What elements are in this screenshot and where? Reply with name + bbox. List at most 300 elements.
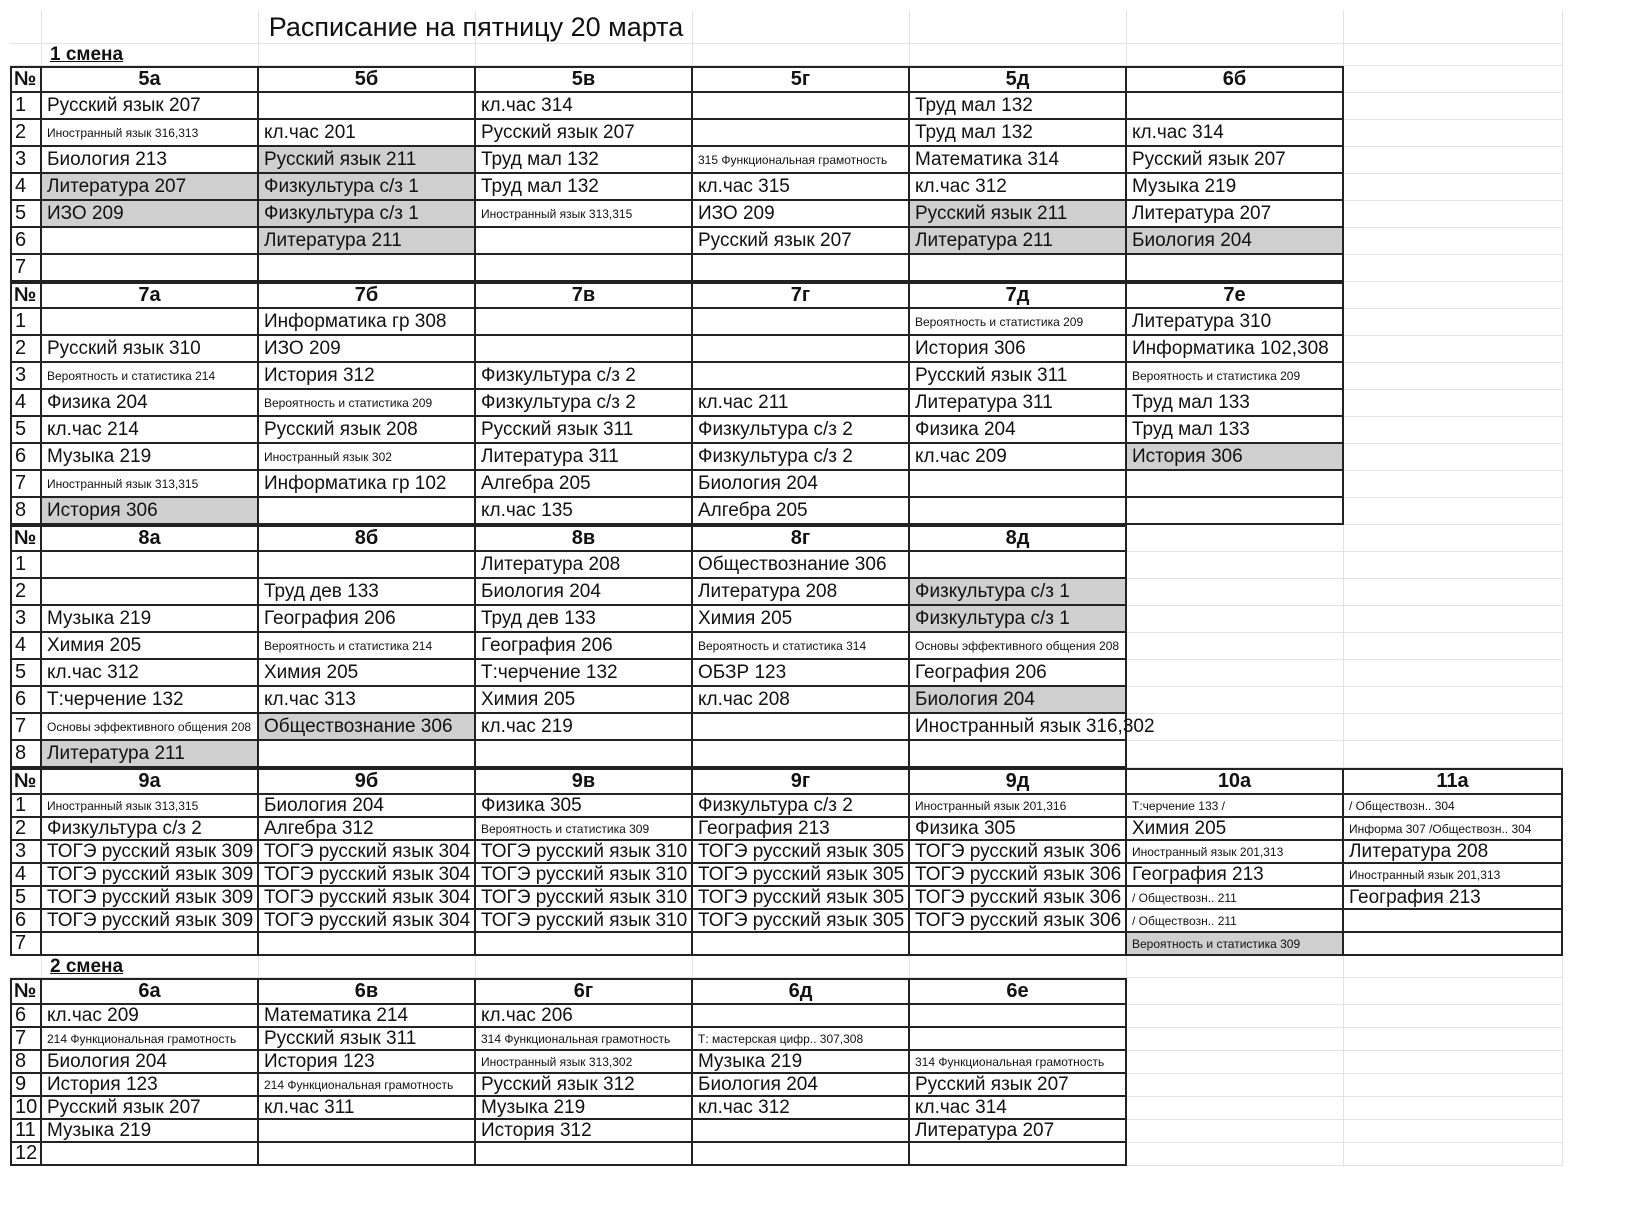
- schedule-cell[interactable]: Обществознание 306: [259, 714, 476, 741]
- class-header: 9в: [476, 768, 693, 795]
- schedule-cell[interactable]: Музыка 219: [693, 1051, 910, 1074]
- schedule-cell[interactable]: Биология 213: [42, 147, 259, 174]
- schedule-cell[interactable]: Литература 211: [42, 741, 259, 768]
- schedule-cell[interactable]: Иностранный язык 302: [259, 444, 476, 471]
- class-header: 5б: [259, 66, 476, 93]
- schedule-cell[interactable]: [259, 552, 476, 579]
- grid-cell[interactable]: [1344, 201, 1563, 228]
- schedule-cell[interactable]: ТОГЭ русский язык 309: [42, 910, 259, 933]
- schedule-cell[interactable]: [910, 1028, 1127, 1051]
- schedule-cell[interactable]: Русский язык 207: [693, 228, 910, 255]
- schedule-cell[interactable]: Литература 207: [910, 1120, 1127, 1143]
- schedule-cell[interactable]: [476, 1143, 693, 1166]
- schedule-cell[interactable]: [910, 933, 1127, 956]
- schedule-cell[interactable]: ТОГЭ русский язык 306: [910, 841, 1127, 864]
- grid-cell[interactable]: [1344, 525, 1563, 552]
- schedule-cell[interactable]: Информатика 102,308: [1127, 336, 1344, 363]
- schedule-cell[interactable]: [693, 363, 910, 390]
- grid-cell[interactable]: [1344, 417, 1563, 444]
- schedule-cell[interactable]: Основы эффективного общения 208: [42, 714, 259, 741]
- schedule-cell[interactable]: Русский язык 211: [910, 201, 1127, 228]
- schedule-cell[interactable]: История 306: [1127, 444, 1344, 471]
- schedule-cell[interactable]: [42, 552, 259, 579]
- schedule-cell[interactable]: [910, 1005, 1127, 1028]
- schedule-cell[interactable]: ТОГЭ русский язык 304: [259, 841, 476, 864]
- schedule-cell[interactable]: Русский язык 207: [910, 1074, 1127, 1097]
- class-header: 6д: [693, 978, 910, 1005]
- class-header: 7в: [476, 282, 693, 309]
- schedule-cell[interactable]: Т:черчение 132: [42, 687, 259, 714]
- schedule-cell[interactable]: Т:черчение 132: [476, 660, 693, 687]
- schedule-cell[interactable]: Русский язык 211: [259, 147, 476, 174]
- schedule-cell[interactable]: [259, 1120, 476, 1143]
- schedule-cell[interactable]: ТОГЭ русский язык 306: [910, 910, 1127, 933]
- schedule-cell[interactable]: Вероятность и статистика 214: [42, 363, 259, 390]
- schedule-cell[interactable]: Вероятность и статистика 314: [693, 633, 910, 660]
- schedule-cell[interactable]: Труд мал 133: [1127, 417, 1344, 444]
- schedule-cell[interactable]: Русский язык 207: [476, 120, 693, 147]
- grid-cell[interactable]: [1344, 1120, 1563, 1143]
- schedule-cell[interactable]: География 213: [693, 818, 910, 841]
- grid-cell[interactable]: [1344, 978, 1563, 1005]
- schedule-cell[interactable]: Вероятность и статистика 209: [259, 390, 476, 417]
- grid-cell[interactable]: [476, 44, 693, 66]
- schedule-cell[interactable]: кл.час 311: [259, 1097, 476, 1120]
- schedule-cell[interactable]: [693, 93, 910, 120]
- schedule-cell[interactable]: Основы эффективного общения 208: [910, 633, 1127, 660]
- grid-cell[interactable]: [1344, 1074, 1563, 1097]
- schedule-cell[interactable]: [910, 552, 1127, 579]
- schedule-cell[interactable]: ТОГЭ русский язык 304: [259, 864, 476, 887]
- schedule-cell[interactable]: кл.час 313: [259, 687, 476, 714]
- schedule-cell[interactable]: Иностранный язык 201,316: [910, 795, 1127, 818]
- schedule-cell[interactable]: Русский язык 312: [476, 1074, 693, 1097]
- schedule-cell[interactable]: кл.час 312: [910, 174, 1127, 201]
- schedule-cell[interactable]: [259, 741, 476, 768]
- lesson-number: 8: [10, 1051, 42, 1074]
- grid-cell[interactable]: [1344, 228, 1563, 255]
- schedule-cell[interactable]: ТОГЭ русский язык 310: [476, 864, 693, 887]
- schedule-cell[interactable]: [476, 309, 693, 336]
- grid-cell[interactable]: [1127, 10, 1344, 44]
- grid-cell[interactable]: [1127, 44, 1344, 66]
- schedule-cell[interactable]: Иностранный язык 201,313: [1344, 864, 1563, 887]
- schedule-cell[interactable]: кл.час 314: [1127, 120, 1344, 147]
- schedule-cell[interactable]: Алгебра 205: [476, 471, 693, 498]
- grid-cell[interactable]: [1127, 1028, 1344, 1051]
- grid-cell[interactable]: [1127, 1143, 1344, 1166]
- schedule-cell[interactable]: кл.час 208: [693, 687, 910, 714]
- schedule-cell[interactable]: Труд мал 132: [910, 120, 1127, 147]
- lesson-number: 4: [10, 633, 42, 660]
- schedule-cell[interactable]: Т:черчение 133 /: [1127, 795, 1344, 818]
- grid-cell[interactable]: [910, 956, 1127, 978]
- schedule-cell[interactable]: Биология 204: [259, 795, 476, 818]
- schedule-cell[interactable]: Биология 204: [693, 471, 910, 498]
- schedule-cell[interactable]: [1344, 933, 1563, 956]
- class-header: 9б: [259, 768, 476, 795]
- lesson-number: 4: [10, 174, 42, 201]
- grid-cell[interactable]: [693, 956, 910, 978]
- schedule-cell[interactable]: Алгебра 312: [259, 818, 476, 841]
- schedule-cell[interactable]: / Обществозн.. 304: [1344, 795, 1563, 818]
- schedule-cell[interactable]: кл.час 314: [910, 1097, 1127, 1120]
- schedule-cell[interactable]: Вероятность и статистика 209: [1127, 363, 1344, 390]
- schedule-cell[interactable]: 214 Функциональная грамотность: [42, 1028, 259, 1051]
- schedule-cell[interactable]: Информа 307 /Обществозн.. 304: [1344, 818, 1563, 841]
- schedule-cell[interactable]: Литература 211: [259, 228, 476, 255]
- schedule-cell[interactable]: кл.час 219: [476, 714, 693, 741]
- schedule-cell[interactable]: Т: мастерская цифр.. 307,308: [693, 1028, 910, 1051]
- schedule-cell[interactable]: Физкультура с/з 2: [693, 795, 910, 818]
- schedule-cell[interactable]: [693, 714, 910, 741]
- schedule-cell[interactable]: Вероятность и статистика 214: [259, 633, 476, 660]
- grid-cell[interactable]: [693, 44, 910, 66]
- schedule-cell[interactable]: Труд мал 132: [476, 174, 693, 201]
- grid-cell[interactable]: [1127, 1120, 1344, 1143]
- schedule-cell[interactable]: Химия 205: [693, 606, 910, 633]
- schedule-cell[interactable]: [476, 255, 693, 282]
- schedule-cell[interactable]: Математика 314: [910, 147, 1127, 174]
- schedule-cell[interactable]: Биология 204: [910, 687, 1127, 714]
- class-header: 9д: [910, 768, 1127, 795]
- schedule-cell[interactable]: Труд мал 132: [476, 147, 693, 174]
- schedule-cell[interactable]: / Обществозн.. 211: [1127, 887, 1344, 910]
- grid-cell[interactable]: [1127, 741, 1344, 768]
- schedule-cell[interactable]: Физика 305: [476, 795, 693, 818]
- schedule-cell[interactable]: Химия 205: [476, 687, 693, 714]
- shift-label: 2 смена: [50, 956, 124, 977]
- schedule-cell[interactable]: Физкультура с/з 1: [910, 606, 1127, 633]
- schedule-cell[interactable]: География 213: [1344, 887, 1563, 910]
- schedule-cell[interactable]: ИЗО 209: [42, 201, 259, 228]
- schedule-cell[interactable]: кл.час 201: [259, 120, 476, 147]
- schedule-cell[interactable]: География 206: [910, 660, 1127, 687]
- schedule-cell[interactable]: [693, 336, 910, 363]
- class-header: 8д: [910, 525, 1127, 552]
- schedule-cell[interactable]: Русский язык 207: [1127, 147, 1344, 174]
- schedule-cell[interactable]: Физика 204: [42, 390, 259, 417]
- schedule-cell[interactable]: Литература 310: [1127, 309, 1344, 336]
- schedule-cell[interactable]: Биология 204: [693, 1074, 910, 1097]
- schedule-cell[interactable]: Физкультура с/з 2: [693, 417, 910, 444]
- schedule-cell[interactable]: Иностранный язык 316,302: [910, 714, 1127, 741]
- grid-cell[interactable]: [1127, 606, 1344, 633]
- schedule-cell[interactable]: [1127, 498, 1344, 525]
- schedule-cell[interactable]: Иностранный язык 313,315: [476, 201, 693, 228]
- schedule-cell[interactable]: Литература 208: [476, 552, 693, 579]
- grid-cell[interactable]: [1344, 714, 1563, 741]
- schedule-cell[interactable]: [910, 255, 1127, 282]
- schedule-cell[interactable]: [42, 579, 259, 606]
- grid-cell[interactable]: [1344, 282, 1563, 309]
- grid-cell[interactable]: [1344, 1097, 1563, 1120]
- schedule-cell[interactable]: ТОГЭ русский язык 304: [259, 887, 476, 910]
- schedule-cell[interactable]: Русский язык 207: [42, 1097, 259, 1120]
- lesson-number: 2: [10, 120, 42, 147]
- schedule-cell[interactable]: [42, 1143, 259, 1166]
- schedule-cell[interactable]: [259, 498, 476, 525]
- schedule-cell[interactable]: [910, 741, 1127, 768]
- schedule-cell[interactable]: История 123: [259, 1051, 476, 1074]
- schedule-cell[interactable]: Физика 305: [910, 818, 1127, 841]
- lesson-number: 7: [10, 471, 42, 498]
- grid-cell[interactable]: [1127, 525, 1344, 552]
- schedule-cell[interactable]: ТОГЭ русский язык 309: [42, 841, 259, 864]
- schedule-cell[interactable]: История 306: [910, 336, 1127, 363]
- lesson-number: 7: [10, 933, 42, 956]
- schedule-cell[interactable]: [259, 255, 476, 282]
- grid-cell[interactable]: [1127, 956, 1344, 978]
- class-header: 6в: [259, 978, 476, 1005]
- schedule-cell[interactable]: [476, 228, 693, 255]
- class-header: 7е: [1127, 282, 1344, 309]
- schedule-cell[interactable]: Музыка 219: [42, 444, 259, 471]
- schedule-cell[interactable]: [259, 1143, 476, 1166]
- schedule-cell[interactable]: кл.час 211: [693, 390, 910, 417]
- grid-cell[interactable]: [1127, 1051, 1344, 1074]
- grid-cell[interactable]: [1344, 1028, 1563, 1051]
- schedule-cell[interactable]: Иностранный язык 313,315: [42, 471, 259, 498]
- grid-cell[interactable]: [1344, 1005, 1563, 1028]
- schedule-cell[interactable]: ТОГЭ русский язык 305: [693, 887, 910, 910]
- grid-cell[interactable]: [1344, 579, 1563, 606]
- schedule-cell[interactable]: Биология 204: [1127, 228, 1344, 255]
- schedule-cell[interactable]: [693, 1120, 910, 1143]
- schedule-cell[interactable]: ТОГЭ русский язык 305: [693, 864, 910, 887]
- schedule-cell[interactable]: [42, 309, 259, 336]
- schedule-cell[interactable]: Русский язык 208: [259, 417, 476, 444]
- schedule-cell[interactable]: Русский язык 310: [42, 336, 259, 363]
- schedule-cell[interactable]: Литература 207: [42, 174, 259, 201]
- schedule-cell[interactable]: География 206: [476, 633, 693, 660]
- class-header: 8в: [476, 525, 693, 552]
- schedule-cell[interactable]: Русский язык 207: [42, 93, 259, 120]
- schedule-cell[interactable]: Физкультура с/з 1: [259, 174, 476, 201]
- grid-cell[interactable]: [1344, 93, 1563, 120]
- grid-cell[interactable]: [1344, 1051, 1563, 1074]
- schedule-cell[interactable]: Иностранный язык 313,302: [476, 1051, 693, 1074]
- grid-cell[interactable]: [1127, 579, 1344, 606]
- grid-cell[interactable]: [1127, 687, 1344, 714]
- schedule-cell[interactable]: кл.час 206: [476, 1005, 693, 1028]
- schedule-cell[interactable]: Труд мал 132: [910, 93, 1127, 120]
- schedule-cell[interactable]: Физкультура с/з 1: [910, 579, 1127, 606]
- schedule-cell[interactable]: ИЗО 209: [693, 201, 910, 228]
- schedule-cell[interactable]: [476, 336, 693, 363]
- schedule-cell[interactable]: История 312: [476, 1120, 693, 1143]
- schedule-cell[interactable]: [42, 933, 259, 956]
- schedule-cell[interactable]: Литература 208: [693, 579, 910, 606]
- schedule-cell[interactable]: ИЗО 209: [259, 336, 476, 363]
- schedule-cell[interactable]: Физкультура с/з 2: [476, 390, 693, 417]
- schedule-cell[interactable]: Информатика гр 308: [259, 309, 476, 336]
- grid-cell[interactable]: [1344, 390, 1563, 417]
- schedule-cell[interactable]: Химия 205: [259, 660, 476, 687]
- schedule-cell[interactable]: Вероятность и статистика 309: [476, 818, 693, 841]
- schedule-cell[interactable]: Русский язык 311: [259, 1028, 476, 1051]
- grid-cell[interactable]: [1344, 255, 1563, 282]
- schedule-cell[interactable]: Труд дев 133: [476, 606, 693, 633]
- schedule-cell[interactable]: кл.час 135: [476, 498, 693, 525]
- schedule-cell[interactable]: ТОГЭ русский язык 310: [476, 841, 693, 864]
- grid-cell[interactable]: [1127, 1097, 1344, 1120]
- grid-cell[interactable]: [1344, 633, 1563, 660]
- grid-cell[interactable]: [1344, 956, 1563, 978]
- schedule-cell[interactable]: ТОГЭ русский язык 306: [910, 887, 1127, 910]
- schedule-cell[interactable]: ТОГЭ русский язык 306: [910, 864, 1127, 887]
- schedule-cell[interactable]: Иностранный язык 201,313: [1127, 841, 1344, 864]
- grid-cell[interactable]: [1344, 147, 1563, 174]
- grid-cell[interactable]: [1344, 471, 1563, 498]
- schedule-cell[interactable]: Литература 211: [910, 228, 1127, 255]
- schedule-cell[interactable]: Биология 204: [42, 1051, 259, 1074]
- schedule-cell[interactable]: Физкультура с/з 1: [259, 201, 476, 228]
- schedule-cell[interactable]: [693, 120, 910, 147]
- grid-cell[interactable]: [1344, 363, 1563, 390]
- schedule-cell[interactable]: ТОГЭ русский язык 309: [42, 887, 259, 910]
- schedule-cell[interactable]: [693, 741, 910, 768]
- schedule-cell[interactable]: Информатика гр 102: [259, 471, 476, 498]
- schedule-cell[interactable]: История 123: [42, 1074, 259, 1097]
- schedule-cell[interactable]: [693, 255, 910, 282]
- grid-cell[interactable]: [1344, 741, 1563, 768]
- schedule-cell[interactable]: Иностранный язык 313,315: [42, 795, 259, 818]
- grid-cell[interactable]: [1344, 552, 1563, 579]
- grid-cell[interactable]: [1127, 978, 1344, 1005]
- grid-cell[interactable]: [1344, 444, 1563, 471]
- schedule-cell[interactable]: [259, 93, 476, 120]
- schedule-cell[interactable]: География 213: [1127, 864, 1344, 887]
- schedule-cell[interactable]: Математика 214: [259, 1005, 476, 1028]
- schedule-cell[interactable]: Вероятность и статистика 209: [910, 309, 1127, 336]
- schedule-cell[interactable]: История 312: [259, 363, 476, 390]
- schedule-cell[interactable]: ТОГЭ русский язык 309: [42, 864, 259, 887]
- schedule-cell[interactable]: кл.час 315: [693, 174, 910, 201]
- grid-cell[interactable]: [1344, 498, 1563, 525]
- schedule-cell[interactable]: [259, 933, 476, 956]
- schedule-cell[interactable]: Русский язык 311: [910, 363, 1127, 390]
- grid-cell[interactable]: [910, 10, 1127, 44]
- grid-cell[interactable]: [1344, 336, 1563, 363]
- grid-cell[interactable]: [10, 10, 42, 44]
- schedule-cell[interactable]: Труд мал 133: [1127, 390, 1344, 417]
- grid-cell[interactable]: [1344, 174, 1563, 201]
- schedule-cell[interactable]: Вероятность и статистика 309: [1127, 933, 1344, 956]
- schedule-cell[interactable]: [42, 228, 259, 255]
- schedule-cell[interactable]: кл.час 209: [910, 444, 1127, 471]
- schedule-cell[interactable]: Русский язык 311: [476, 417, 693, 444]
- grid-cell[interactable]: [1127, 552, 1344, 579]
- schedule-cell[interactable]: Музыка 219: [1127, 174, 1344, 201]
- schedule-cell[interactable]: ОБЗР 123: [693, 660, 910, 687]
- schedule-cell[interactable]: Литература 311: [476, 444, 693, 471]
- schedule-cell[interactable]: Музыка 219: [42, 1120, 259, 1143]
- schedule-cell[interactable]: Обществознание 306: [693, 552, 910, 579]
- lesson-number: 9: [10, 1074, 42, 1097]
- schedule-cell[interactable]: [910, 498, 1127, 525]
- schedule-cell[interactable]: ТОГЭ русский язык 310: [476, 887, 693, 910]
- schedule-cell[interactable]: География 206: [259, 606, 476, 633]
- schedule-cell[interactable]: Литература 208: [1344, 841, 1563, 864]
- schedule-cell[interactable]: История 306: [42, 498, 259, 525]
- schedule-cell[interactable]: [476, 741, 693, 768]
- schedule-cell[interactable]: [910, 471, 1127, 498]
- grid-cell[interactable]: [1344, 660, 1563, 687]
- schedule-cell[interactable]: Биология 204: [476, 579, 693, 606]
- schedule-cell[interactable]: Химия 205: [42, 633, 259, 660]
- schedule-cell[interactable]: ТОГЭ русский язык 305: [693, 841, 910, 864]
- schedule-cell[interactable]: / Обществозн.. 211: [1127, 910, 1344, 933]
- grid-cell[interactable]: [910, 44, 1127, 66]
- schedule-cell[interactable]: кл.час 312: [693, 1097, 910, 1120]
- grid-cell[interactable]: [1344, 120, 1563, 147]
- schedule-cell[interactable]: 314 Функциональная грамотность: [910, 1051, 1127, 1074]
- schedule-cell[interactable]: [910, 1143, 1127, 1166]
- schedule-cell[interactable]: [693, 1005, 910, 1028]
- class-header: 11а: [1344, 768, 1563, 795]
- schedule-cell[interactable]: ТОГЭ русский язык 310: [476, 910, 693, 933]
- schedule-cell[interactable]: Физика 204: [910, 417, 1127, 444]
- schedule-cell[interactable]: 315 Функциональная грамотность: [693, 147, 910, 174]
- schedule-cell[interactable]: кл.час 209: [42, 1005, 259, 1028]
- schedule-cell[interactable]: Физкультура с/з 2: [42, 818, 259, 841]
- schedule-cell[interactable]: Физкультура с/з 2: [476, 363, 693, 390]
- grid-cell[interactable]: [476, 956, 693, 978]
- grid-cell[interactable]: [1127, 660, 1344, 687]
- grid-cell[interactable]: [1127, 633, 1344, 660]
- schedule-cell[interactable]: [1127, 93, 1344, 120]
- grid-cell[interactable]: [1344, 1143, 1563, 1166]
- schedule-cell[interactable]: ТОГЭ русский язык 305: [693, 910, 910, 933]
- grid-cell[interactable]: [1344, 687, 1563, 714]
- schedule-cell[interactable]: Музыка 219: [42, 606, 259, 633]
- grid-cell[interactable]: [1344, 606, 1563, 633]
- schedule-cell[interactable]: кл.час 214: [42, 417, 259, 444]
- schedule-cell[interactable]: ТОГЭ русский язык 304: [259, 910, 476, 933]
- schedule-cell[interactable]: Литература 207: [1127, 201, 1344, 228]
- schedule-cell[interactable]: [42, 255, 259, 282]
- schedule-cell[interactable]: [693, 309, 910, 336]
- schedule-cell[interactable]: [476, 933, 693, 956]
- lesson-number: 8: [10, 498, 42, 525]
- grid-cell[interactable]: [1127, 1074, 1344, 1097]
- grid-cell[interactable]: [1127, 714, 1344, 741]
- schedule-cell[interactable]: кл.час 314: [476, 93, 693, 120]
- grid-cell[interactable]: [1344, 309, 1563, 336]
- schedule-cell[interactable]: Алгебра 205: [693, 498, 910, 525]
- schedule-cell[interactable]: [1127, 255, 1344, 282]
- grid-cell[interactable]: [1344, 44, 1563, 66]
- schedule-cell[interactable]: Физкультура с/з 2: [693, 444, 910, 471]
- schedule-cell[interactable]: Музыка 219: [476, 1097, 693, 1120]
- lesson-number: 3: [10, 147, 42, 174]
- schedule-cell[interactable]: кл.час 312: [42, 660, 259, 687]
- grid-cell[interactable]: [1344, 10, 1563, 44]
- schedule-cell[interactable]: [1127, 471, 1344, 498]
- schedule-cell[interactable]: [693, 1143, 910, 1166]
- schedule-cell[interactable]: Труд дев 133: [259, 579, 476, 606]
- schedule-cell[interactable]: Химия 205: [1127, 818, 1344, 841]
- grid-cell[interactable]: [1127, 1005, 1344, 1028]
- grid-cell[interactable]: [1344, 66, 1563, 93]
- schedule-cell[interactable]: [1344, 910, 1563, 933]
- schedule-cell[interactable]: Иностранный язык 316,313: [42, 120, 259, 147]
- schedule-cell[interactable]: Литература 311: [910, 390, 1127, 417]
- schedule-cell[interactable]: 214 Функциональная грамотность: [259, 1074, 476, 1097]
- schedule-cell[interactable]: [693, 933, 910, 956]
- schedule-cell[interactable]: 314 Функциональная грамотность: [476, 1028, 693, 1051]
